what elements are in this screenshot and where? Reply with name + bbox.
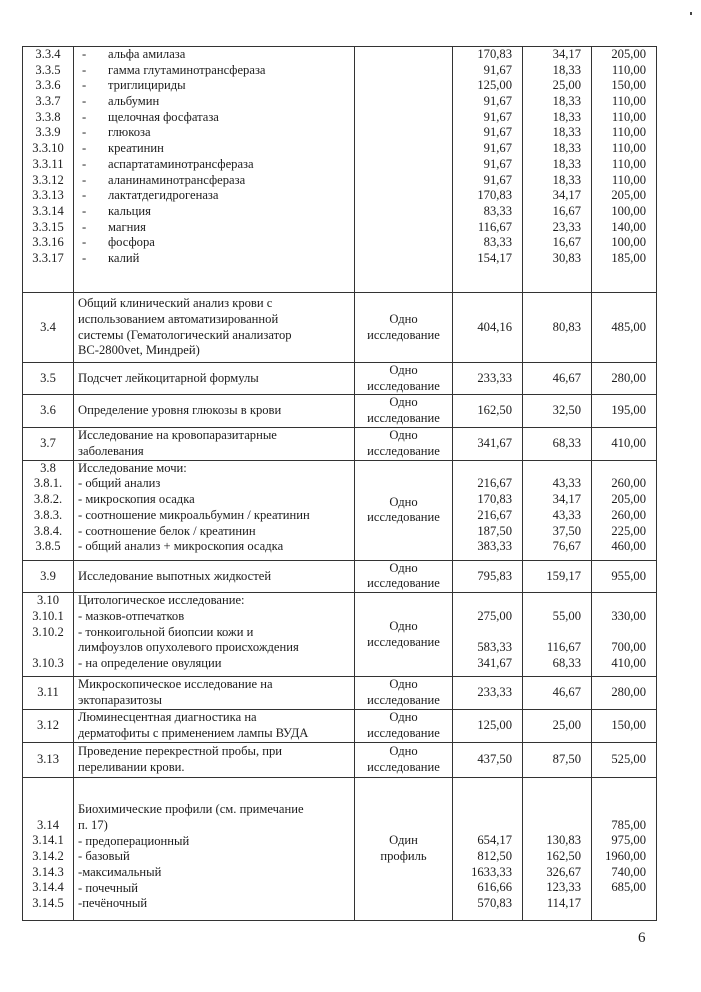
vat-cell: 46,67 (523, 363, 592, 395)
vat-cell: 43,33 34,17 43,33 37,50 76,67 (523, 460, 592, 560)
item-number-cell: 3.5 (23, 363, 74, 395)
item-number-cell: 3.3.4 3.3.5 3.3.6 3.3.7 3.3.8 3.3.9 3.3.10 3.3.11 3.3.12 3.3.13 3.3.14 3.3.15 3.3.16 3.3.17 (23, 47, 74, 293)
scan-speck (690, 12, 692, 15)
table-row (23, 395, 657, 427)
total-cell: 525,00 (592, 743, 657, 778)
service-name-cell: Биохимические профили (см. примечание п. 17) - предоперационный - базовый -максимальный - почечный -печёночный (74, 778, 355, 921)
price-cell: 404,16 (453, 293, 523, 363)
table-row (23, 677, 657, 710)
total-cell: 485,00 (592, 293, 657, 363)
unit-cell (355, 47, 453, 293)
unit-cell: Одно исследование (355, 743, 453, 778)
price-cell: 170,83 91,67 125,00 91,67 91,67 91,67 91,67 91,67 91,67 170,83 83,33 116,67 83,33 154,17 (453, 47, 523, 293)
table-row (23, 427, 657, 460)
service-name-cell: Проведение перекрестной пробы, при переливании крови. (74, 743, 355, 778)
price-table (22, 46, 657, 921)
vat-cell: 87,50 (523, 743, 592, 778)
total-cell: 410,00 (592, 427, 657, 460)
service-name-cell: Исследование мочи: - общий анализ - микроскопия осадка - соотношение микроальбумин / креатинин - соотношение белок / креатинин - общий анализ + микроскопия осадка (74, 460, 355, 560)
unit-cell: Один профиль (355, 778, 453, 921)
vat-cell: 68,33 (523, 427, 592, 460)
service-name-cell: Исследование выпотных жидкостей (74, 560, 355, 592)
unit-cell: Одно исследование (355, 395, 453, 427)
vat-cell: 25,00 (523, 710, 592, 743)
table-row (23, 778, 657, 921)
vat-cell: 34,17 18,33 25,00 18,33 18,33 18,33 18,33 18,33 18,33 34,17 16,67 23,33 16,67 30,83 (523, 47, 592, 293)
table-row (23, 363, 657, 395)
item-number-cell: 3.8 3.8.1. 3.8.2. 3.8.3. 3.8.4. 3.8.5 (23, 460, 74, 560)
vat-cell: 80,83 (523, 293, 592, 363)
service-name-cell: Микроскопическое исследование на эктопаразитозы (74, 677, 355, 710)
total-cell: 955,00 (592, 560, 657, 592)
unit-cell: Одно исследование (355, 427, 453, 460)
service-name-cell: Общий клинический анализ крови с использованием автоматизированной системы (Гематологический анализатор BC-2800vet, Миндрей) (74, 293, 355, 363)
item-number-cell: 3.4 (23, 293, 74, 363)
service-name-cell: Исследование на кровопаразитарные заболевания (74, 427, 355, 460)
table-row (23, 560, 657, 592)
unit-cell: Одно исследование (355, 363, 453, 395)
total-cell: 205,00 110,00 150,00 110,00 110,00 110,00 110,00 110,00 110,00 205,00 100,00 140,00 100,00 185,00 (592, 47, 657, 293)
price-cell: 162,50 (453, 395, 523, 427)
price-cell: 341,67 (453, 427, 523, 460)
vat-cell: 46,67 (523, 677, 592, 710)
price-cell: 795,83 (453, 560, 523, 592)
total-cell: 150,00 (592, 710, 657, 743)
vat-cell: 55,00 116,67 68,33 (523, 593, 592, 677)
table-row (23, 710, 657, 743)
item-number-cell: 3.9 (23, 560, 74, 592)
unit-cell: Одно исследование (355, 460, 453, 560)
unit-cell: Одно исследование (355, 293, 453, 363)
price-cell: 233,33 (453, 677, 523, 710)
item-number-cell: 3.10 3.10.1 3.10.2 3.10.3 (23, 593, 74, 677)
service-name-cell: Определение уровня глюкозы в крови (74, 395, 355, 427)
table-row (23, 293, 657, 363)
vat-cell: 32,50 (523, 395, 592, 427)
item-number-cell: 3.6 (23, 395, 74, 427)
service-name-cell: - альфа амилаза - гамма глутаминотрансфераза - триглицириды - альбумин - щелочная фосфатаза - глюкоза - креатинин - аспартатаминотрансфераза - аланинаминотрансфераза - лактатдегидрогеназа - кальция - магния - фосфора - калий (74, 47, 355, 293)
unit-cell: Одно исследование (355, 593, 453, 677)
item-number-cell: 3.7 (23, 427, 74, 460)
total-cell: 280,00 (592, 677, 657, 710)
table-row (23, 460, 657, 560)
service-name-cell: Цитологическое исследование: - мазков-отпечатков - тонкоигольной биопсии кожи и лимфоузлов опухолевого происхождения - на определение овуляции (74, 593, 355, 677)
price-cell: 275,00 583,33 341,67 (453, 593, 523, 677)
price-cell: 125,00 (453, 710, 523, 743)
total-cell: 280,00 (592, 363, 657, 395)
item-number-cell: 3.11 (23, 677, 74, 710)
item-number-cell: 3.12 (23, 710, 74, 743)
table-row (23, 743, 657, 778)
total-cell: 785,00 975,00 1960,00 740,00 685,00 (592, 778, 657, 921)
unit-cell: Одно исследование (355, 677, 453, 710)
table-row (23, 47, 657, 293)
item-number-cell: 3.14 3.14.1 3.14.2 3.14.3 3.14.4 3.14.5 (23, 778, 74, 921)
vat-cell: 159,17 (523, 560, 592, 592)
total-cell: 260,00 205,00 260,00 225,00 460,00 (592, 460, 657, 560)
total-cell: 195,00 (592, 395, 657, 427)
price-cell: 216,67 170,83 216,67 187,50 383,33 (453, 460, 523, 560)
price-cell: 233,33 (453, 363, 523, 395)
unit-cell: Одно исследование (355, 710, 453, 743)
vat-cell: 130,83 162,50 326,67 123,33 114,17 (523, 778, 592, 921)
item-number-cell: 3.13 (23, 743, 74, 778)
page-number: 6 (638, 930, 646, 946)
price-cell: 654,17 812,50 1633,33 616,66 570,83 (453, 778, 523, 921)
unit-cell: Одно исследование (355, 560, 453, 592)
total-cell: 330,00 700,00 410,00 (592, 593, 657, 677)
table-row (23, 593, 657, 677)
service-name-cell: Подсчет лейкоцитарной формулы (74, 363, 355, 395)
service-name-cell: Люминесцентная диагностика на дерматофиты с применением лампы ВУДА (74, 710, 355, 743)
price-cell: 437,50 (453, 743, 523, 778)
